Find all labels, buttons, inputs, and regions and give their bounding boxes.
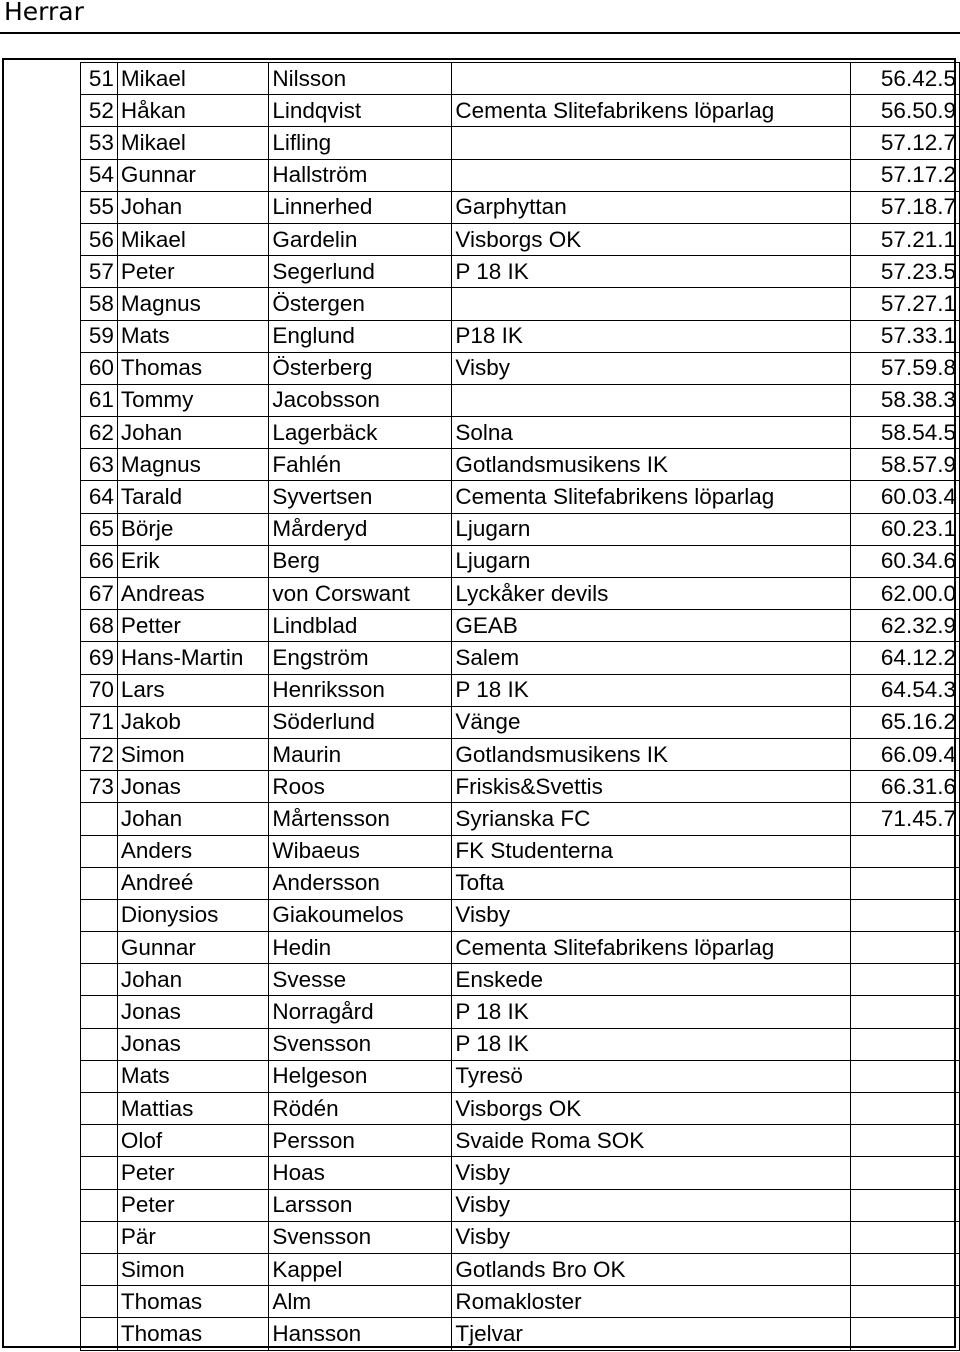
- club-cell: Cementa Slitefabrikens löparlag: [452, 481, 850, 513]
- time-cell: 58.57.9: [850, 449, 959, 481]
- result-row: [81, 223, 960, 255]
- time-cell: [850, 996, 959, 1028]
- last-name-cell: Engström: [269, 642, 452, 674]
- result-row: [81, 706, 960, 738]
- club-cell: Tjelvar: [452, 1318, 850, 1350]
- club-cell: Solna: [452, 417, 850, 449]
- place-cell: 52: [81, 95, 118, 127]
- result-row: [81, 127, 960, 159]
- last-name-cell: Mårderyd: [269, 513, 452, 545]
- time-cell: 56.50.9: [850, 95, 959, 127]
- last-name-cell: Norragård: [269, 996, 452, 1028]
- time-cell: 66.09.4: [850, 738, 959, 770]
- time-cell: [850, 899, 959, 931]
- result-row: [81, 320, 960, 352]
- last-name-cell: Hansson: [269, 1318, 452, 1350]
- time-cell: [850, 932, 959, 964]
- time-cell: 57.23.5: [850, 256, 959, 288]
- result-row: [81, 1125, 960, 1157]
- result-row: [81, 352, 960, 384]
- time-cell: 57.17.2: [850, 159, 959, 191]
- first-name-cell: Andreé: [117, 867, 268, 899]
- time-cell: 57.21.1: [850, 223, 959, 255]
- place-cell: 72: [81, 738, 118, 770]
- place-cell: 57: [81, 256, 118, 288]
- place-cell: 53: [81, 127, 118, 159]
- place-cell: [81, 1189, 118, 1221]
- time-cell: 58.54.5: [850, 417, 959, 449]
- first-name-cell: Jakob: [117, 706, 268, 738]
- time-cell: 66.31.6: [850, 771, 959, 803]
- last-name-cell: Henriksson: [269, 674, 452, 706]
- first-name-cell: Johan: [117, 803, 268, 835]
- place-cell: [81, 899, 118, 931]
- time-cell: [850, 1028, 959, 1060]
- place-cell: 70: [81, 674, 118, 706]
- first-name-cell: Peter: [117, 1189, 268, 1221]
- club-cell: Visby: [452, 352, 850, 384]
- result-row: [81, 545, 960, 577]
- time-cell: 57.18.7: [850, 191, 959, 223]
- result-row: [81, 996, 960, 1028]
- place-cell: 61: [81, 384, 118, 416]
- results-table-body: [81, 63, 960, 1351]
- result-row: [81, 417, 960, 449]
- result-row: [81, 642, 960, 674]
- last-name-cell: Hoas: [269, 1157, 452, 1189]
- first-name-cell: Petter: [117, 610, 268, 642]
- club-cell: Ljugarn: [452, 513, 850, 545]
- club-cell: Visborgs OK: [452, 1093, 850, 1125]
- first-name-cell: Tarald: [117, 481, 268, 513]
- place-cell: 63: [81, 449, 118, 481]
- result-row: [81, 95, 960, 127]
- place-cell: [81, 835, 118, 867]
- club-cell: Ljugarn: [452, 545, 850, 577]
- first-name-cell: Mikael: [117, 63, 268, 95]
- time-cell: 62.32.9: [850, 610, 959, 642]
- time-cell: 60.34.6: [850, 545, 959, 577]
- first-name-cell: Magnus: [117, 288, 268, 320]
- first-name-cell: Mikael: [117, 127, 268, 159]
- last-name-cell: Kappel: [269, 1253, 452, 1285]
- first-name-cell: Simon: [117, 1253, 268, 1285]
- place-cell: [81, 1028, 118, 1060]
- time-cell: [850, 1189, 959, 1221]
- last-name-cell: Söderlund: [269, 706, 452, 738]
- place-cell: 68: [81, 610, 118, 642]
- first-name-cell: Mikael: [117, 223, 268, 255]
- place-cell: 62: [81, 417, 118, 449]
- first-name-cell: Jonas: [117, 771, 268, 803]
- time-cell: [850, 1253, 959, 1285]
- place-cell: 67: [81, 578, 118, 610]
- last-name-cell: Alm: [269, 1286, 452, 1318]
- time-cell: 60.23.1: [850, 513, 959, 545]
- result-row: [81, 191, 960, 223]
- result-row: [81, 449, 960, 481]
- time-cell: [850, 1125, 959, 1157]
- first-name-cell: Erik: [117, 545, 268, 577]
- result-row: [81, 867, 960, 899]
- last-name-cell: Fahlén: [269, 449, 452, 481]
- place-cell: [81, 1157, 118, 1189]
- last-name-cell: Mårtensson: [269, 803, 452, 835]
- time-cell: 57.59.8: [850, 352, 959, 384]
- place-cell: 69: [81, 642, 118, 674]
- last-name-cell: Svensson: [269, 1221, 452, 1253]
- section-title: Herrar: [4, 0, 84, 26]
- last-name-cell: Hallström: [269, 159, 452, 191]
- result-row: [81, 1028, 960, 1060]
- time-cell: 71.45.7: [850, 803, 959, 835]
- time-cell: [850, 1286, 959, 1318]
- last-name-cell: Helgeson: [269, 1060, 452, 1092]
- time-cell: 60.03.4: [850, 481, 959, 513]
- result-row: [81, 1221, 960, 1253]
- first-name-cell: Olof: [117, 1125, 268, 1157]
- club-cell: Gotlands Bro OK: [452, 1253, 850, 1285]
- first-name-cell: Hans-Martin: [117, 642, 268, 674]
- last-name-cell: Linnerhed: [269, 191, 452, 223]
- time-cell: [850, 1093, 959, 1125]
- place-cell: [81, 932, 118, 964]
- time-cell: 57.33.1: [850, 320, 959, 352]
- section-header: [0, 0, 960, 34]
- club-cell: Visborgs OK: [452, 223, 850, 255]
- result-row: [81, 1157, 960, 1189]
- time-cell: [850, 835, 959, 867]
- place-cell: 56: [81, 223, 118, 255]
- last-name-cell: Berg: [269, 545, 452, 577]
- time-cell: [850, 1318, 959, 1350]
- time-cell: [850, 867, 959, 899]
- first-name-cell: Simon: [117, 738, 268, 770]
- club-cell: Tofta: [452, 867, 850, 899]
- result-row: [81, 674, 960, 706]
- first-name-cell: Anders: [117, 835, 268, 867]
- first-name-cell: Thomas: [117, 1318, 268, 1350]
- last-name-cell: Lindqvist: [269, 95, 452, 127]
- last-name-cell: Syvertsen: [269, 481, 452, 513]
- club-cell: [452, 127, 850, 159]
- club-cell: Romakloster: [452, 1286, 850, 1318]
- result-row: [81, 513, 960, 545]
- place-cell: 65: [81, 513, 118, 545]
- time-cell: 57.12.7: [850, 127, 959, 159]
- time-cell: 56.42.5: [850, 63, 959, 95]
- place-cell: 66: [81, 545, 118, 577]
- time-cell: 64.12.2: [850, 642, 959, 674]
- result-row: [81, 1189, 960, 1221]
- time-cell: [850, 1221, 959, 1253]
- time-cell: 64.54.3: [850, 674, 959, 706]
- last-name-cell: Andersson: [269, 867, 452, 899]
- club-cell: Tyresö: [452, 1060, 850, 1092]
- club-cell: Cementa Slitefabrikens löparlag: [452, 95, 850, 127]
- last-name-cell: Larsson: [269, 1189, 452, 1221]
- club-cell: P 18 IK: [452, 996, 850, 1028]
- time-cell: [850, 1157, 959, 1189]
- club-cell: Visby: [452, 1189, 850, 1221]
- last-name-cell: Hedin: [269, 932, 452, 964]
- result-row: [81, 932, 960, 964]
- place-cell: [81, 1286, 118, 1318]
- place-cell: 60: [81, 352, 118, 384]
- club-cell: Cementa Slitefabrikens löparlag: [452, 932, 850, 964]
- result-row: [81, 835, 960, 867]
- place-cell: 71: [81, 706, 118, 738]
- result-row: [81, 738, 960, 770]
- first-name-cell: Gunnar: [117, 932, 268, 964]
- club-cell: P 18 IK: [452, 674, 850, 706]
- club-cell: [452, 288, 850, 320]
- club-cell: Visby: [452, 1221, 850, 1253]
- club-cell: FK Studenterna: [452, 835, 850, 867]
- last-name-cell: Lagerbäck: [269, 417, 452, 449]
- place-cell: [81, 803, 118, 835]
- club-cell: Enskede: [452, 964, 850, 996]
- first-name-cell: Johan: [117, 964, 268, 996]
- place-cell: [81, 1253, 118, 1285]
- first-name-cell: Mattias: [117, 1093, 268, 1125]
- first-name-cell: Pär: [117, 1221, 268, 1253]
- first-name-cell: Peter: [117, 256, 268, 288]
- last-name-cell: Maurin: [269, 738, 452, 770]
- result-row: [81, 1286, 960, 1318]
- result-row: [81, 481, 960, 513]
- last-name-cell: Jacobsson: [269, 384, 452, 416]
- club-cell: Garphyttan: [452, 191, 850, 223]
- result-row: [81, 578, 960, 610]
- club-cell: Visby: [452, 1157, 850, 1189]
- result-row: [81, 899, 960, 931]
- first-name-cell: Tommy: [117, 384, 268, 416]
- last-name-cell: von Corswant: [269, 578, 452, 610]
- last-name-cell: Östergen: [269, 288, 452, 320]
- last-name-cell: Englund: [269, 320, 452, 352]
- club-cell: Gotlandsmusikens IK: [452, 738, 850, 770]
- place-cell: 64: [81, 481, 118, 513]
- result-row: [81, 256, 960, 288]
- place-cell: [81, 1093, 118, 1125]
- result-row: [81, 1318, 960, 1350]
- time-cell: 57.27.1: [850, 288, 959, 320]
- first-name-cell: Dionysios: [117, 899, 268, 931]
- last-name-cell: Wibaeus: [269, 835, 452, 867]
- time-cell: 65.16.2: [850, 706, 959, 738]
- club-cell: Svaide Roma SOK: [452, 1125, 850, 1157]
- club-cell: [452, 384, 850, 416]
- club-cell: Friskis&Svettis: [452, 771, 850, 803]
- club-cell: P 18 IK: [452, 256, 850, 288]
- last-name-cell: Rödén: [269, 1093, 452, 1125]
- result-row: [81, 803, 960, 835]
- first-name-cell: Thomas: [117, 352, 268, 384]
- last-name-cell: Persson: [269, 1125, 452, 1157]
- first-name-cell: Jonas: [117, 1028, 268, 1060]
- last-name-cell: Segerlund: [269, 256, 452, 288]
- place-cell: [81, 867, 118, 899]
- place-cell: 51: [81, 63, 118, 95]
- time-cell: [850, 1060, 959, 1092]
- place-cell: [81, 1221, 118, 1253]
- place-cell: 55: [81, 191, 118, 223]
- result-row: [81, 63, 960, 95]
- first-name-cell: Jonas: [117, 996, 268, 1028]
- last-name-cell: Giakoumelos: [269, 899, 452, 931]
- first-name-cell: Andreas: [117, 578, 268, 610]
- place-cell: 73: [81, 771, 118, 803]
- result-row: [81, 1093, 960, 1125]
- time-cell: [850, 964, 959, 996]
- first-name-cell: Peter: [117, 1157, 268, 1189]
- club-cell: P 18 IK: [452, 1028, 850, 1060]
- place-cell: [81, 996, 118, 1028]
- club-cell: [452, 63, 850, 95]
- time-cell: 62.00.0: [850, 578, 959, 610]
- club-cell: Syrianska FC: [452, 803, 850, 835]
- result-row: [81, 610, 960, 642]
- result-row: [81, 771, 960, 803]
- result-row: [81, 159, 960, 191]
- club-cell: Vänge: [452, 706, 850, 738]
- club-cell: Lyckåker devils: [452, 578, 850, 610]
- first-name-cell: Magnus: [117, 449, 268, 481]
- last-name-cell: Gardelin: [269, 223, 452, 255]
- last-name-cell: Roos: [269, 771, 452, 803]
- last-name-cell: Österberg: [269, 352, 452, 384]
- club-cell: [452, 159, 850, 191]
- first-name-cell: Lars: [117, 674, 268, 706]
- first-name-cell: Mats: [117, 320, 268, 352]
- place-cell: 54: [81, 159, 118, 191]
- last-name-cell: Lifling: [269, 127, 452, 159]
- result-row: [81, 1060, 960, 1092]
- result-row: [81, 384, 960, 416]
- last-name-cell: Nilsson: [269, 63, 452, 95]
- first-name-cell: Gunnar: [117, 159, 268, 191]
- first-name-cell: Johan: [117, 191, 268, 223]
- time-cell: 58.38.3: [850, 384, 959, 416]
- place-cell: [81, 1060, 118, 1092]
- club-cell: P18 IK: [452, 320, 850, 352]
- place-cell: [81, 1318, 118, 1350]
- place-cell: 58: [81, 288, 118, 320]
- results-table: [80, 62, 960, 1351]
- place-cell: [81, 1125, 118, 1157]
- club-cell: Salem: [452, 642, 850, 674]
- place-cell: 59: [81, 320, 118, 352]
- first-name-cell: Mats: [117, 1060, 268, 1092]
- first-name-cell: Thomas: [117, 1286, 268, 1318]
- last-name-cell: Svensson: [269, 1028, 452, 1060]
- first-name-cell: Håkan: [117, 95, 268, 127]
- club-cell: Gotlandsmusikens IK: [452, 449, 850, 481]
- first-name-cell: Johan: [117, 417, 268, 449]
- last-name-cell: Lindblad: [269, 610, 452, 642]
- first-name-cell: Börje: [117, 513, 268, 545]
- result-row: [81, 964, 960, 996]
- club-cell: Visby: [452, 899, 850, 931]
- result-row: [81, 288, 960, 320]
- result-row: [81, 1253, 960, 1285]
- place-cell: [81, 964, 118, 996]
- club-cell: GEAB: [452, 610, 850, 642]
- last-name-cell: Svesse: [269, 964, 452, 996]
